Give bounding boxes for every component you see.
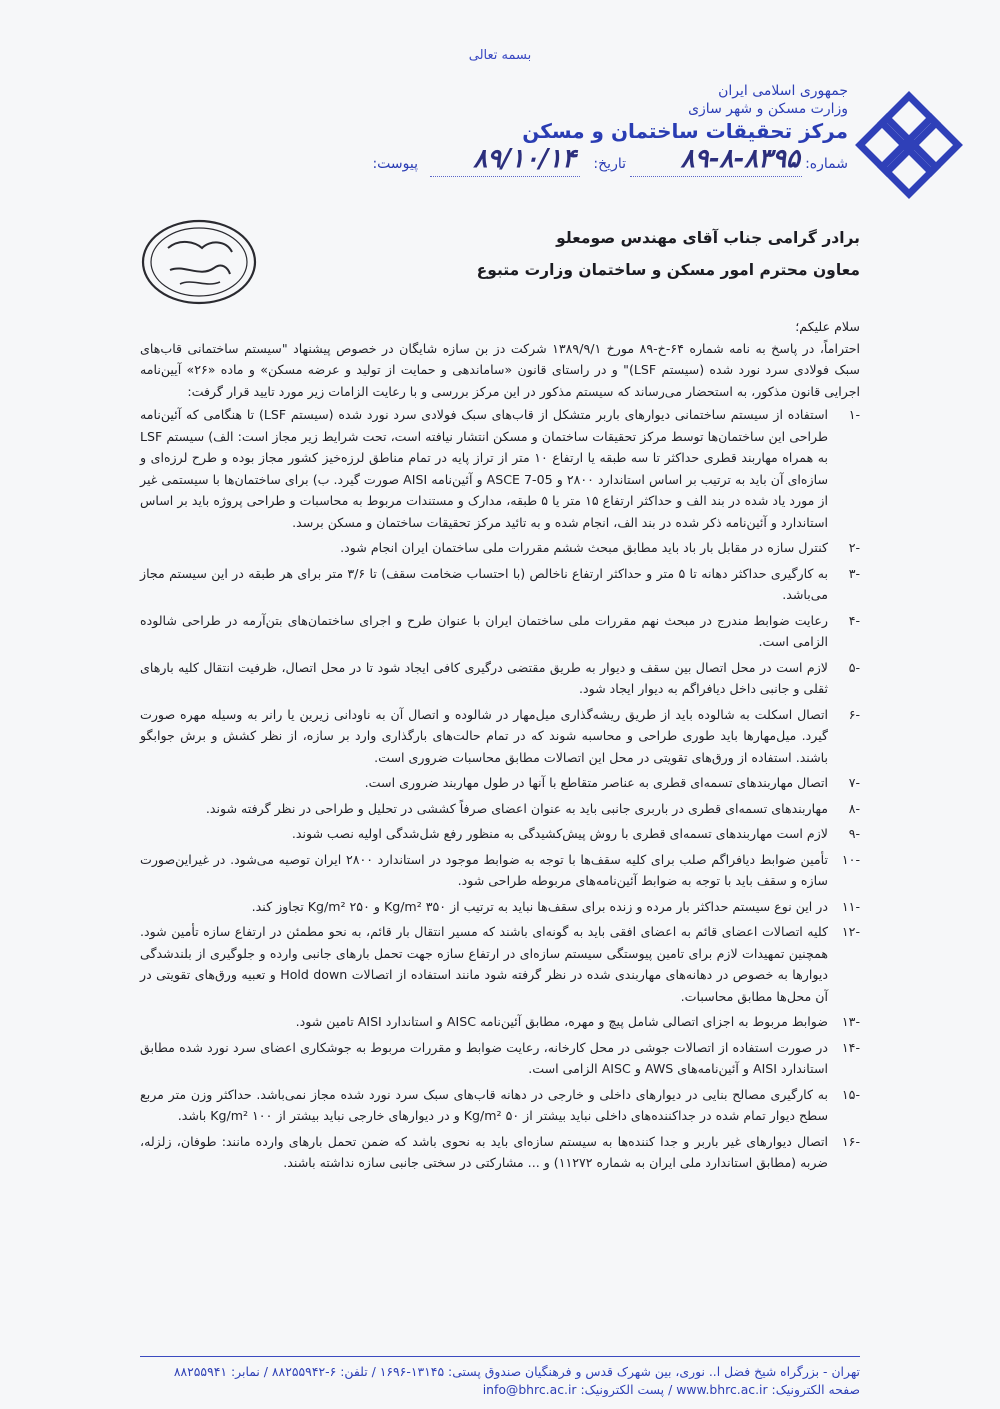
item-text: به کارگیری حداکثر دهانه تا ۵ متر و حداکثر ارتفاع ناخالص (با احتساب ضخامت سقف) تا ۳/۶ متر برای هر طبقه در این سیستم مجاز می‌باشد. [140,565,828,602]
footer [140,1363,860,1399]
letter-body [140,316,860,1178]
item-number: -۴ [848,612,860,628]
item-text: مهاربندهای تسمه‌ای قطری در باربری جانبی باید به عنوان اعضای صرفاً کششی در تحلیل و طراحی در نظر گرفته شوند. [205,800,828,816]
list-item [140,1037,860,1080]
attachment-label: پیوست: [372,156,418,172]
recipient-name: برادر گرامی جناب آقای مهندس صومعلو [556,229,860,247]
website-link[interactable]: www.bhrc.ac.ir [676,1382,768,1397]
item-text: لازم است مهاربندهای تسمه‌ای قطری با روش پیش‌کشیدگی به منظور رفع شل‌شدگی اولیه نصب شوند. [291,826,828,841]
footer-address: تهران - بزرگراه شیخ فضل ا.. نوری، بین شهرک قدس و فرهنگیان صندوق پستی: ۱۳۱۴۵-۱۶۹۶ / تلفن: ۶-۸۸۲۵۵۹۴۲ / نمابر: ۸۸۲۵۵۹۴۱ [173,1364,860,1379]
item-number: -۱ [848,407,860,422]
item-text: اتصال دیوارهای غیر باربر و جدا کننده‌ها به سیستم سازه‌ای باید به نحوی باشد که ضمن تحمل بارهای وارده مانند: طوفان، زلزله، ضربه (مطابق استاندارد ملی ایران به شماره ۱۱۲۷۲) و ... مشارکتی در سختی جانبی سازه نداشته باشند. [140,1133,828,1170]
number-label: شماره: [805,156,848,172]
item-number: -۱۴ [841,1039,860,1055]
organization-header [518,82,848,144]
list-item [140,704,860,769]
org-country: جمهوری اسلامی ایران [718,83,848,99]
list-item [140,657,860,700]
list-item [140,1011,860,1033]
item-number: -۱۲ [841,924,860,939]
item-text: ضوابط مربوط به اجزای اتصالی شامل پیچ و مهره، مطابق آئین‌نامه AISC و استاندارد AISI تامین شود. [295,1014,828,1029]
item-number: -۵ [848,659,860,675]
email-link[interactable]: info@bhrc.ac.ir [482,1382,577,1397]
item-text: کلیه اتصالات اعضای قائم به اعضای افقی باید به گونه‌ای باشند که مسیر انتقال بار قائم، به نحو مطمئن در ارتفاع سازه تأمین شود. همچنین تمهیدات لازم برای تامین پیوستگی سیستم سازه‌ای در ارتفاع سازه جهت تحمل بارهای جانبی وارده و جلوگیری از بلندشدگی دیوارها به خصوص در دهانه‌های مهاربندی شده در نظر گرفته شود مانند استفاده از اتصالات Hold down و تعبیه ورق‌های تقویتی در آن محل‌ها مطابق محاسبات. [140,924,828,1004]
list-item [140,823,860,845]
item-text: اتصال مهاربندهای تسمه‌ای قطری به عناصر متقاطع با آنها در طول مهاربند ضروری است. [364,775,828,790]
item-number: -۱۶ [841,1133,860,1149]
list-item [140,896,860,918]
item-number: -۳ [848,565,860,581]
list-item [140,563,860,606]
list-item [140,537,860,559]
recipient-title: معاون محترم امور مسکن و ساختمان وزارت متبوع [476,261,860,279]
date-value: ۸۹/۱۰/۱۴ [473,144,576,174]
date-label: تاریخ: [593,156,626,172]
item-number: -۶ [848,706,860,722]
item-text: لازم است در محل اتصال بین سقف و دیوار به طریق مقتضی درگیری کافی ایجاد شود تا در محل اتصال، ظرفیت انتقال کلیه بارهای ثقلی و جانبی داخل دیافراگم به دیوار ایجاد شود. [140,659,828,696]
item-number: -۱۰ [841,851,860,867]
list-item [140,921,860,1007]
item-number: -۹ [848,826,860,841]
number-value: ۸۹-۸-۸۳۹۵ [680,144,800,174]
footer-separator: / [664,1382,673,1397]
item-number: -۷ [848,775,860,790]
item-number: -۱۵ [841,1086,860,1102]
item-number: -۱۱ [841,898,860,914]
item-text: کنترل سازه در مقابل بار باد باید مطابق مبحث ششم مقررات ملی ساختمان ایران انجام شود. [340,540,828,555]
item-number: -۱۳ [841,1014,860,1029]
item-text: اتصال اسکلت به شالوده باید از طریق ریشه‌گذاری میل‌مهار در شالوده و اتصال آن به ناودانی زیرین یا رانر به وسیله مهره صورت گیرد. میل‌مهارها باید طوری طراحی و محاسبه شوند که در تمام حالت‌های بارگذاری وارد بر سازه، از نظر کشش و برش جوابگو باشند. استفاده از ورق‌های تقویتی در محل این اتصالات مطابق محاسبات ضروری است. [140,706,828,765]
footer-divider [140,1356,860,1357]
footer-contact [140,1381,860,1399]
list-item [140,404,860,533]
org-ministry: وزارت مسکن و شهر سازی [688,101,848,117]
bhrc-logo-icon [854,90,964,200]
requirements-list [140,404,860,1174]
list-item [140,1131,860,1174]
list-item [140,772,860,794]
greeting: سلام علیکم؛ [795,319,860,334]
list-item [140,849,860,892]
date-underline [430,176,580,177]
item-text: در این نوع سیستم حداکثر بار مرده و زنده برای سقف‌ها نباید به ترتیب از ۳۵۰ Kg/m² و ۲۵۰ Kg/m² تجاوز کند. [251,898,828,914]
item-text: به کارگیری مصالح بنایی در دیوارهای داخلی و خارجی در دهانه قاب‌های سبک سرد نورد شده مجاز نمی‌باشد. حداکثر وزن متر مربع سطح دیوار تمام شده در جداکننده‌های داخلی نباید بیشتر از ۵۰ Kg/m² و در دیوارهای خارجی نباید بیشتر از ۱۰۰ Kg/m² باشد. [140,1086,828,1123]
item-text: در صورت استفاده از اتصالات جوشی در محل کارخانه، رعایت ضوابط و مقررات مربوط به جوشکاری اعضای سرد نورد شده مطابق استاندارد AISI و آئین‌نامه‌های AWS و AISC الزامی است. [140,1039,828,1076]
number-underline [630,176,802,177]
item-text: رعایت ضوابط مندرج در مبحث نهم مقررات ملی ساختمان ایران با عنوان طرح و اجرای ساختمان‌های بتن‌آرمه در طراحی شالوده الزامی است. [140,612,828,649]
item-text: استفاده از سیستم ساختمانی دیوارهای باربر متشکل از قاب‌های سبک فولادی سرد نورد شده (سیستم LSF) تا هنگامی که آئین‌نامه طراحی این ساختمان‌ها توسط مرکز تحقیقات ساختمان و مسکن انتشار نیافته است، تحت شرایط زیر مجاز است: الف) سیستم LSF به همراه مهاربند قطری حداکثر تا سه طبقه یا ارتفاع ۱۰ متر از تراز پایه در تمام مناطق لرزه‌خیز کشور مجاز بوده و طرح لرزه‌ای و سازه‌ای آن باید به ترتیب بر اساس استاندارد ۲۸۰۰ و ASCE 7-05 و آئین‌نامه AISI صورت گیرد. ب) برای ساختمان‌ها با سیستمی غیر از مورد یاد شده در بند الف و حداکثر ارتفاع ۱۵ متر یا ۵ طبقه، مدارک و مستندات مربوط به محاسبات و طراحی پروژه باید بر اساس استاندارد و آئین‌نامه ذکر شده در بند الف، انجام شده و به تائید مرکز تحقیقات ساختمان و مسکن برسد. [140,407,829,530]
list-item [140,610,860,653]
item-number: -۲ [848,540,860,555]
intro-paragraph: احتراماً، در پاسخ به نامه شماره ۶۴-خ-۸۹ مورخ ۱۳۸۹/۹/۱ شرکت دز بن سازه شایگان در خصوص پیشنهاد "سیستم ساختمانی قاب‌های سبک فولادی سرد نورد شده (سیستم LSF)" و در راستای قانون «ساماندهی و حمایت از تولید و عرضه مسکن» و ماده «۲۶» آیین‌نامه اجرایی قانون مذکور، به استحضار می‌رساند که سیستم مذکور در این مرکز بررسی و با رعایت الزامات زیر مورد تایید قرار گرفت: [140,340,860,399]
item-number: -۸ [848,800,860,816]
web-label: صفحه الکترونیک: [771,1382,860,1397]
org-center: مرکز تحقیقات ساختمان و مسکن [522,119,848,143]
letter-meta [168,146,848,182]
official-stamp-icon [140,218,258,306]
email-label: پست الکترونیک: [580,1382,665,1397]
item-text: تأمین ضوابط دیافراگم صلب برای کلیه سقف‌ها با توجه به ضوابط موجود در استاندارد ۲۸۰۰ ایران توصیه می‌شود. در غیراین‌صورت سازه و سقف باید با توجه به ضوابط آئین‌نامه‌های مربوطه طراحی شود. [140,851,829,888]
list-item [140,1084,860,1127]
recipient-block [340,222,860,286]
list-item [140,798,860,820]
bismillah: بسمه تعالی [468,48,532,63]
